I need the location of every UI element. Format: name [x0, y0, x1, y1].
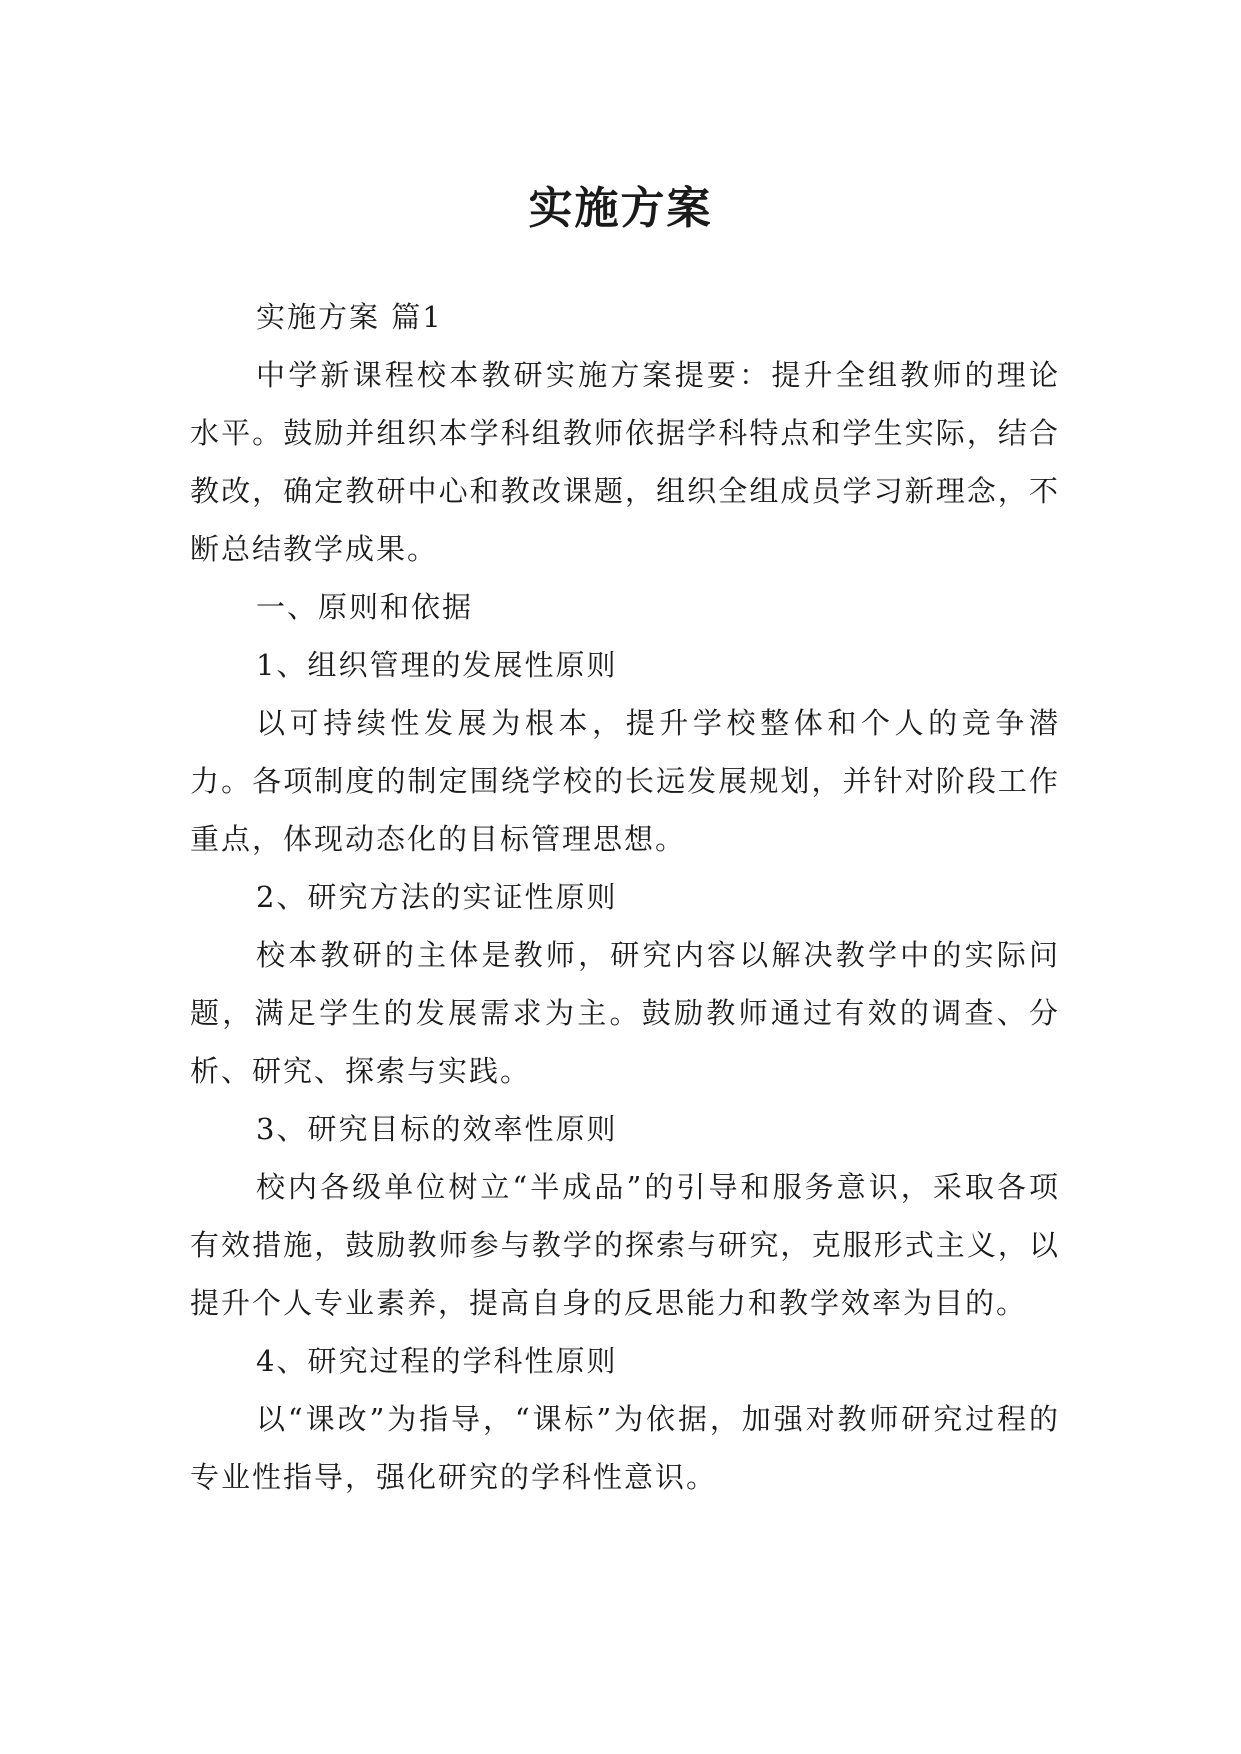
document-body — [190, 288, 1060, 1506]
subsection-heading: 2、研究方法的实证性原则 — [256, 880, 618, 914]
body-paragraph: 校本教研的主体是教师，研究内容以解决教学中的实际问题，满足学生的发展需求为主。鼓励教师通过有效的调查、分析、研究、探索与实践。 — [190, 938, 1060, 1088]
body-paragraph: 中学新课程校本教研实施方案提要：提升全组教师的理论水平。鼓励并组织本学科组教师依据学科特点和学生实际，结合教改，确定教研中心和教改课题，组织全组成员学习新理念，不断总结教学成果。 — [190, 358, 1060, 566]
section-heading: 实施方案 篇1 — [256, 300, 443, 334]
subsection-heading: 3、研究目标的效率性原则 — [256, 1112, 618, 1146]
body-paragraph: 以“课改”为指导，“课标”为依据，加强对教师研究过程的专业性指导，强化研究的学科性意识。 — [190, 1402, 1060, 1494]
subsection-heading: 4、研究过程的学科性原则 — [256, 1344, 618, 1378]
document-title: 实施方案 — [528, 183, 713, 235]
body-paragraph: 以可持续性发展为根本，提升学校整体和个人的竞争潜力。各项制度的制定围绕学校的长远发展规划，并针对阶段工作重点，体现动态化的目标管理思想。 — [190, 706, 1060, 856]
body-paragraph: 校内各级单位树立“半成品”的引导和服务意识，采取各项有效措施，鼓励教师参与教学的探索与研究，克服形式主义，以提升个人专业素养，提高自身的反思能力和教学效率为目的。 — [190, 1170, 1060, 1320]
subsection-heading: 1、组织管理的发展性原则 — [256, 648, 618, 682]
section-heading: 一、原则和依据 — [256, 590, 474, 624]
